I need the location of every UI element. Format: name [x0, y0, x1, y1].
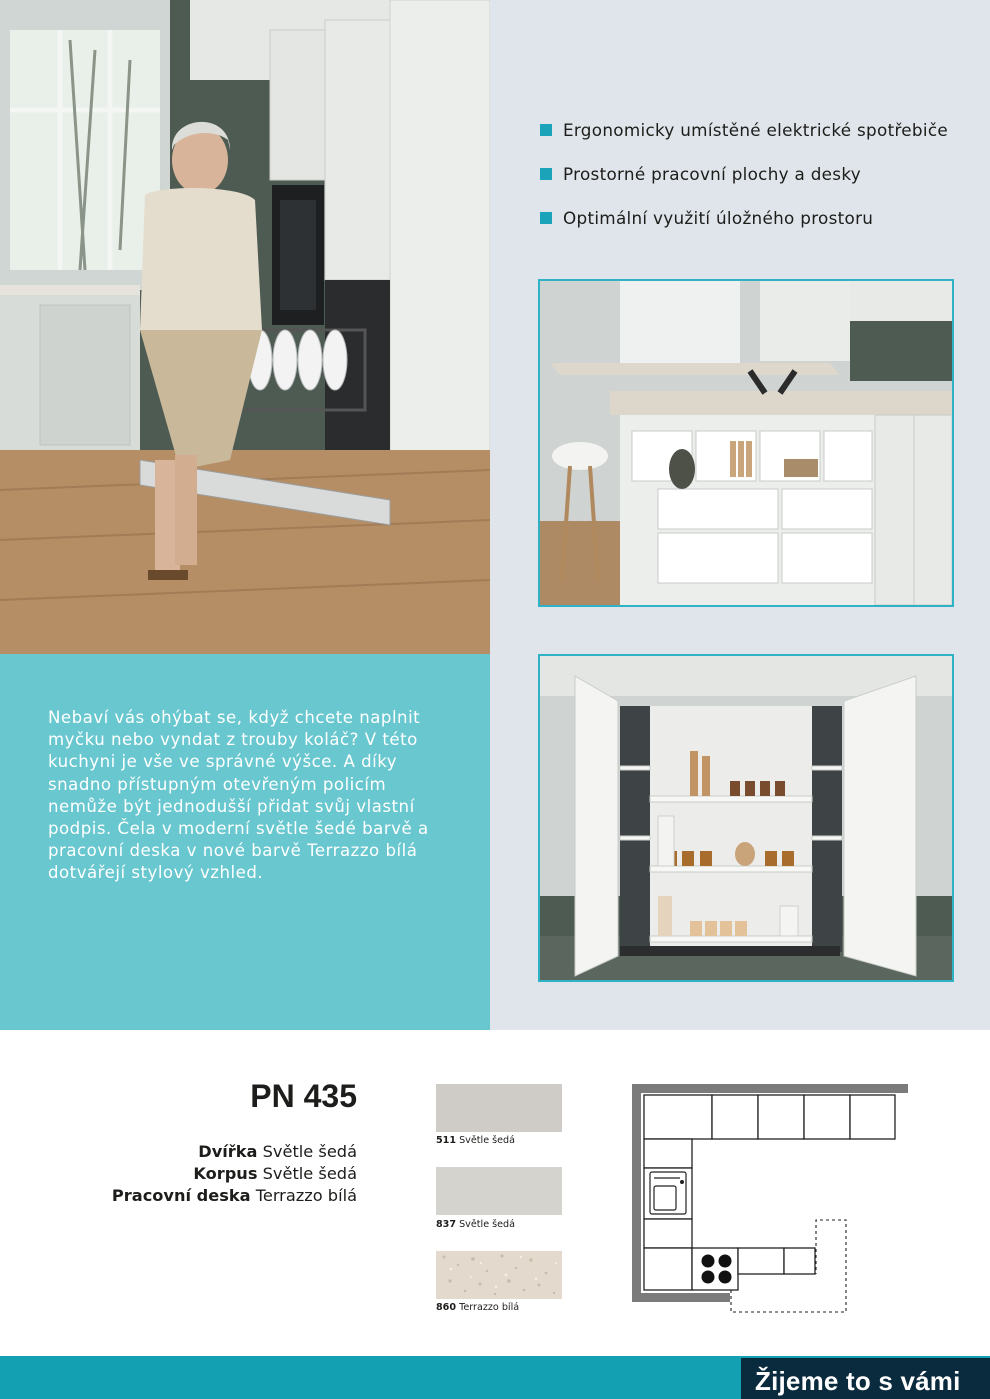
spec-row [198, 1142, 357, 1161]
swatch-label [436, 1302, 519, 1313]
color-swatch [436, 1167, 562, 1215]
footer-slogan: Žijeme to s vámi [755, 1366, 961, 1396]
color-swatch [436, 1084, 562, 1132]
swatch-name: Světle šedá [459, 1219, 516, 1230]
swatch-code: 837 [436, 1219, 457, 1230]
kitchen-floor-plan [630, 1082, 910, 1314]
spec-value: Světle šedá [262, 1142, 357, 1161]
swatch-name: Terrazzo bílá [459, 1302, 520, 1313]
swatch-code: 511 [436, 1135, 457, 1146]
feature-text: Ergonomicky umístěné elektrické spotřebiče [563, 120, 948, 140]
feature-item [540, 196, 948, 240]
feature-list [540, 108, 948, 240]
bullet-square-icon [540, 212, 552, 224]
spec-row [193, 1164, 357, 1183]
photo-kitchen-dishwasher [0, 0, 490, 654]
photo-wall-cabinet [538, 654, 954, 982]
bullet-square-icon [540, 168, 552, 180]
spec-label: Korpus [193, 1164, 258, 1183]
feature-text: Optimální využití úložného prostoru [563, 208, 874, 228]
swatch-name: Světle šedá [459, 1135, 516, 1146]
intro-text: Nebaví vás ohýbat se, když chcete naplnit myčku nebo vyndat z trouby koláč? V této kuchyni je vše ve správné výšce. A díky snadno přístupným otevřeným policím nemůže být jednodušší přidat svůj vlastní podpis. Čela v moderní světle šedé barvě a pracovní deska v nové barvě Terrazzo bílá dotvářejí stylový vzhled. [48, 708, 429, 883]
swatch-label [436, 1219, 515, 1230]
bullet-square-icon [540, 124, 552, 136]
swatch-code: 860 [436, 1302, 457, 1313]
color-swatch-terrazzo [436, 1251, 562, 1299]
spec-value: Světle šedá [262, 1164, 357, 1183]
spec-label: Pracovní deska [111, 1186, 251, 1205]
spec-row [112, 1186, 357, 1205]
model-title: PN 435 [250, 1078, 357, 1114]
feature-item [540, 152, 948, 196]
feature-item [540, 108, 948, 152]
swatch-label [436, 1135, 515, 1146]
feature-text: Prostorné pracovní plochy a desky [563, 164, 861, 184]
spec-label: Dvířka [198, 1142, 258, 1161]
photo-kitchen-island [538, 279, 954, 607]
spec-value: Terrazzo bílá [255, 1186, 357, 1205]
